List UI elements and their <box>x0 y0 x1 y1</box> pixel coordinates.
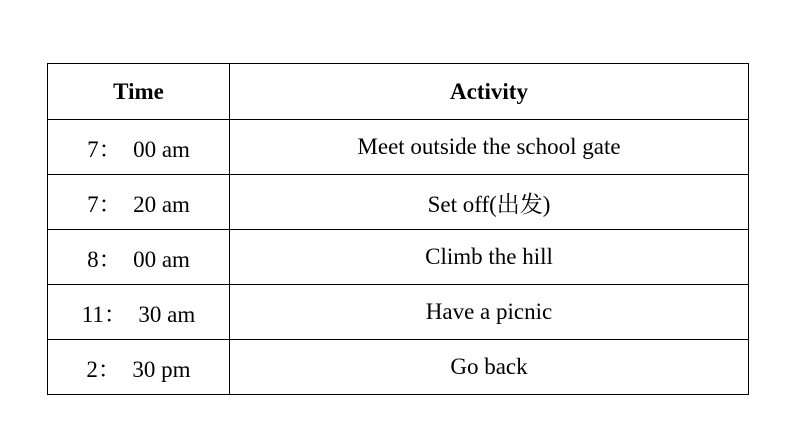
time-header: Time <box>48 64 230 120</box>
activity-cell: Have a picnic <box>230 285 749 340</box>
activity-cell: Go back <box>230 340 749 395</box>
activity-header: Activity <box>230 64 749 120</box>
time-cell: 7： 00 am <box>48 120 230 175</box>
table-row <box>48 120 749 175</box>
time-cell: 8： 00 am <box>48 230 230 285</box>
table-row <box>48 285 749 340</box>
activity-cell: Meet outside the school gate <box>230 120 749 175</box>
time-cell: 7： 20 am <box>48 175 230 230</box>
activity-cell: Set off(出发) <box>230 175 749 230</box>
time-cell: 2： 30 pm <box>48 340 230 395</box>
activity-cell: Climb the hill <box>230 230 749 285</box>
schedule-table <box>47 63 749 395</box>
time-cell: 11： 30 am <box>48 285 230 340</box>
header-row <box>48 64 749 120</box>
table-row <box>48 175 749 230</box>
table-row <box>48 340 749 395</box>
table-row <box>48 230 749 285</box>
